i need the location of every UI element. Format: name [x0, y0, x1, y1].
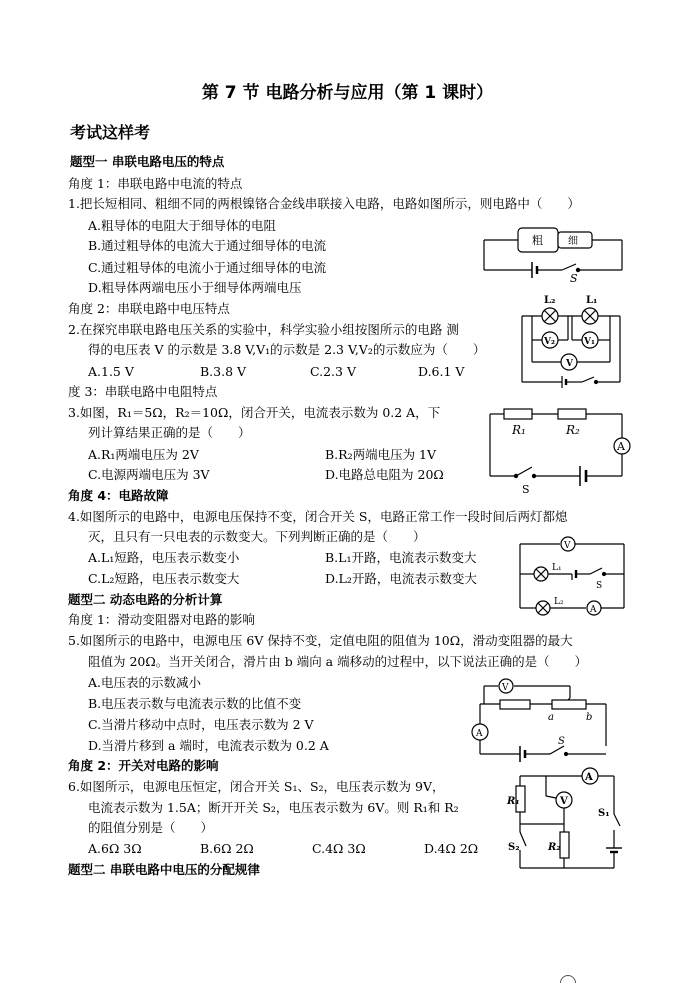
figure-1-thick-label: 粗: [532, 234, 543, 247]
figure-4-lamp-l1-label: L₁: [552, 563, 562, 573]
question-5-option-b: B.电压表示数与电流表示数的比值不变: [88, 696, 302, 711]
figure-3-circuit: [486, 404, 634, 496]
question-2-stem-cont: 得的电压表 V 的示数是 3.8 V,V₁的示数是 2.3 V,V₂的示数应为（ ）: [88, 342, 486, 357]
question-4-stem: 4.如图所示的电路中，电源电压保持不变，闭合开关 S，电路正常工作一段时间后两灯都熄: [68, 509, 568, 524]
figure-6-circuit: [506, 764, 630, 876]
angle-heading-2: 角度 2：串联电路中电压特点: [68, 301, 230, 316]
angle-heading-5: 角度 1：滑动变阻器对电路的影响: [68, 612, 255, 627]
question-6-stem-cont2: 的阻值分别是（ ）: [88, 820, 214, 835]
question-5-option-a: A.电压表的示数减小: [88, 675, 202, 690]
angle-heading-3: 度 3：串联电路中电阻特点: [68, 384, 218, 399]
figure-3-r1-label: R₁: [512, 423, 526, 437]
question-6-option-d: D.4Ω 2Ω: [424, 841, 479, 856]
figure-4-lamp-l2-label: L₂: [554, 597, 564, 607]
question-5-option-d: D.当滑片移到 a 端时，电流表示数为 0.2 A: [88, 738, 329, 753]
question-4-option-d: D.L₂开路，电流表示数变大: [325, 571, 477, 586]
question-4-option-a: A.L₁短路，电压表示数变小: [88, 550, 240, 565]
angle-heading-1: 角度 1：串联电路中电流的特点: [68, 176, 243, 191]
angle-heading-6: 角度 2：开关对电路的影响: [68, 758, 219, 773]
figure-6-switch-s2-label: S₂: [508, 842, 520, 853]
figure-2-lamp-l1-label: L₁: [586, 295, 598, 306]
question-3-option-c: C.电源两端电压为 3V: [88, 467, 210, 482]
figure-4-voltmeter-label: V: [564, 541, 571, 551]
question-2-option-c: C.2.3 V: [310, 364, 356, 379]
figure-6-voltmeter-label: V: [560, 796, 568, 807]
figure-5-ammeter-label: A: [476, 729, 483, 739]
figure-1-thin-label: 细: [568, 236, 578, 247]
page-number-circle: [560, 975, 576, 983]
question-4-stem-cont: 灭，且只有一只电表的示数变大。下列判断正确的是（ ）: [88, 529, 426, 544]
type-heading-1: 题型一 串联电路电压的特点: [70, 154, 225, 169]
angle-heading-4: 角度 4：电路故障: [68, 488, 169, 503]
figure-2-voltmeter-v1-label: V₁: [584, 337, 595, 347]
figure-5-end-a-label: a: [548, 712, 554, 723]
figure-3-switch-label: S: [522, 483, 530, 496]
question-3-option-b: B.R₂两端电压为 1V: [325, 447, 437, 462]
figure-4-switch-label: S: [596, 581, 603, 591]
figure-1-switch-label: S: [570, 272, 578, 285]
figure-5-voltmeter-label: V: [502, 683, 509, 693]
figure-6-ammeter-label: A: [585, 772, 593, 783]
figure-6-r1-label: R₁: [507, 796, 520, 807]
question-3-option-a: A.R₁两端电压为 2V: [88, 447, 199, 462]
figure-2-circuit: [516, 292, 626, 388]
question-5-stem: 5.如图所示的电路中，电源电压 6V 保持不变，定值电阻的阻值为 10Ω，滑动变阻器的最大: [68, 633, 573, 648]
figure-1-circuit: [480, 222, 630, 285]
question-4-option-b: B.L₁开路，电流表示数变大: [325, 550, 477, 565]
figure-4-circuit: [514, 534, 632, 618]
figure-3-r2-label: R₂: [566, 423, 580, 437]
section-subtitle: 考试这样考: [70, 123, 151, 142]
question-2-stem: 2.在探究串联电路电压关系的实验中，科学实验小组按图所示的电路 测: [68, 322, 459, 337]
question-3-stem: 3.如图，R₁＝5Ω，R₂＝10Ω，闭合开关，电流表示数为 0.2 A，下: [68, 405, 441, 420]
figure-5-end-b-label: b: [586, 712, 593, 723]
question-6-option-c: C.4Ω 3Ω: [312, 841, 366, 856]
question-3-stem-cont: 列计算结果正确的是（ ）: [88, 425, 251, 440]
type-heading-2: 题型二 动态电路的分析计算: [68, 592, 223, 607]
figure-6-r2-label: R₂: [548, 842, 561, 853]
question-6-option-a: A.6Ω 3Ω: [88, 841, 142, 856]
figure-3-ammeter-label: A: [617, 440, 625, 453]
page-title: 第 7 节 电路分析与应用（第 1 课时）: [201, 83, 494, 103]
figure-2-voltmeter-v-label: V: [566, 359, 573, 369]
question-1-option-a: A.粗导体的电阻大于细导体的电阻: [88, 218, 277, 233]
question-2-option-a: A.1.5 V: [88, 364, 134, 379]
question-1-option-b: B.通过粗导体的电流大于通过细导体的电流: [88, 238, 327, 253]
question-6-stem: 6.如图所示，电源电压恒定，闭合开关 S₁、S₂，电压表示数为 9V，: [68, 779, 445, 794]
question-1-option-d: D.粗导体两端电压小于细导体两端电压: [88, 280, 302, 295]
figure-2-lamp-l2-label: L₂: [544, 295, 556, 306]
question-2-option-d: D.6.1 V: [418, 364, 465, 379]
figure-2-voltmeter-v2-label: V₂: [544, 337, 555, 347]
figure-5-switch-label: S: [558, 736, 565, 747]
question-5-option-c: C.当滑片移动中点时，电压表示数为 2 V: [88, 717, 314, 732]
question-6-option-b: B.6Ω 2Ω: [200, 841, 254, 856]
figure-6-switch-s1-label: S₁: [598, 808, 610, 819]
question-4-option-c: C.L₂短路，电压表示数变大: [88, 571, 240, 586]
figure-5-circuit: [470, 676, 616, 762]
question-6-stem-cont: 电流表示数为 1.5A；断开开关 S₂，电压表示数为 6V。则 R₁和 R₂: [88, 800, 459, 815]
question-1-stem: 1.把长短相同、粗细不同的两根镍铬合金线串联接入电路，电路如图所示，则电路中（ ）: [68, 196, 580, 211]
question-5-stem-cont: 阻值为 20Ω。当开关闭合，滑片由 b 端向 a 端移动的过程中，以下说法正确的是（ ）: [88, 654, 588, 669]
type-heading-3: 题型二 串联电路中电压的分配规律: [68, 862, 260, 877]
question-1-option-c: C.通过粗导体的电流小于通过细导体的电流: [88, 260, 327, 275]
question-2-option-b: B.3.8 V: [200, 364, 247, 379]
question-3-option-d: D.电路总电阻为 20Ω: [325, 467, 444, 482]
figure-4-ammeter-label: A: [590, 605, 597, 615]
